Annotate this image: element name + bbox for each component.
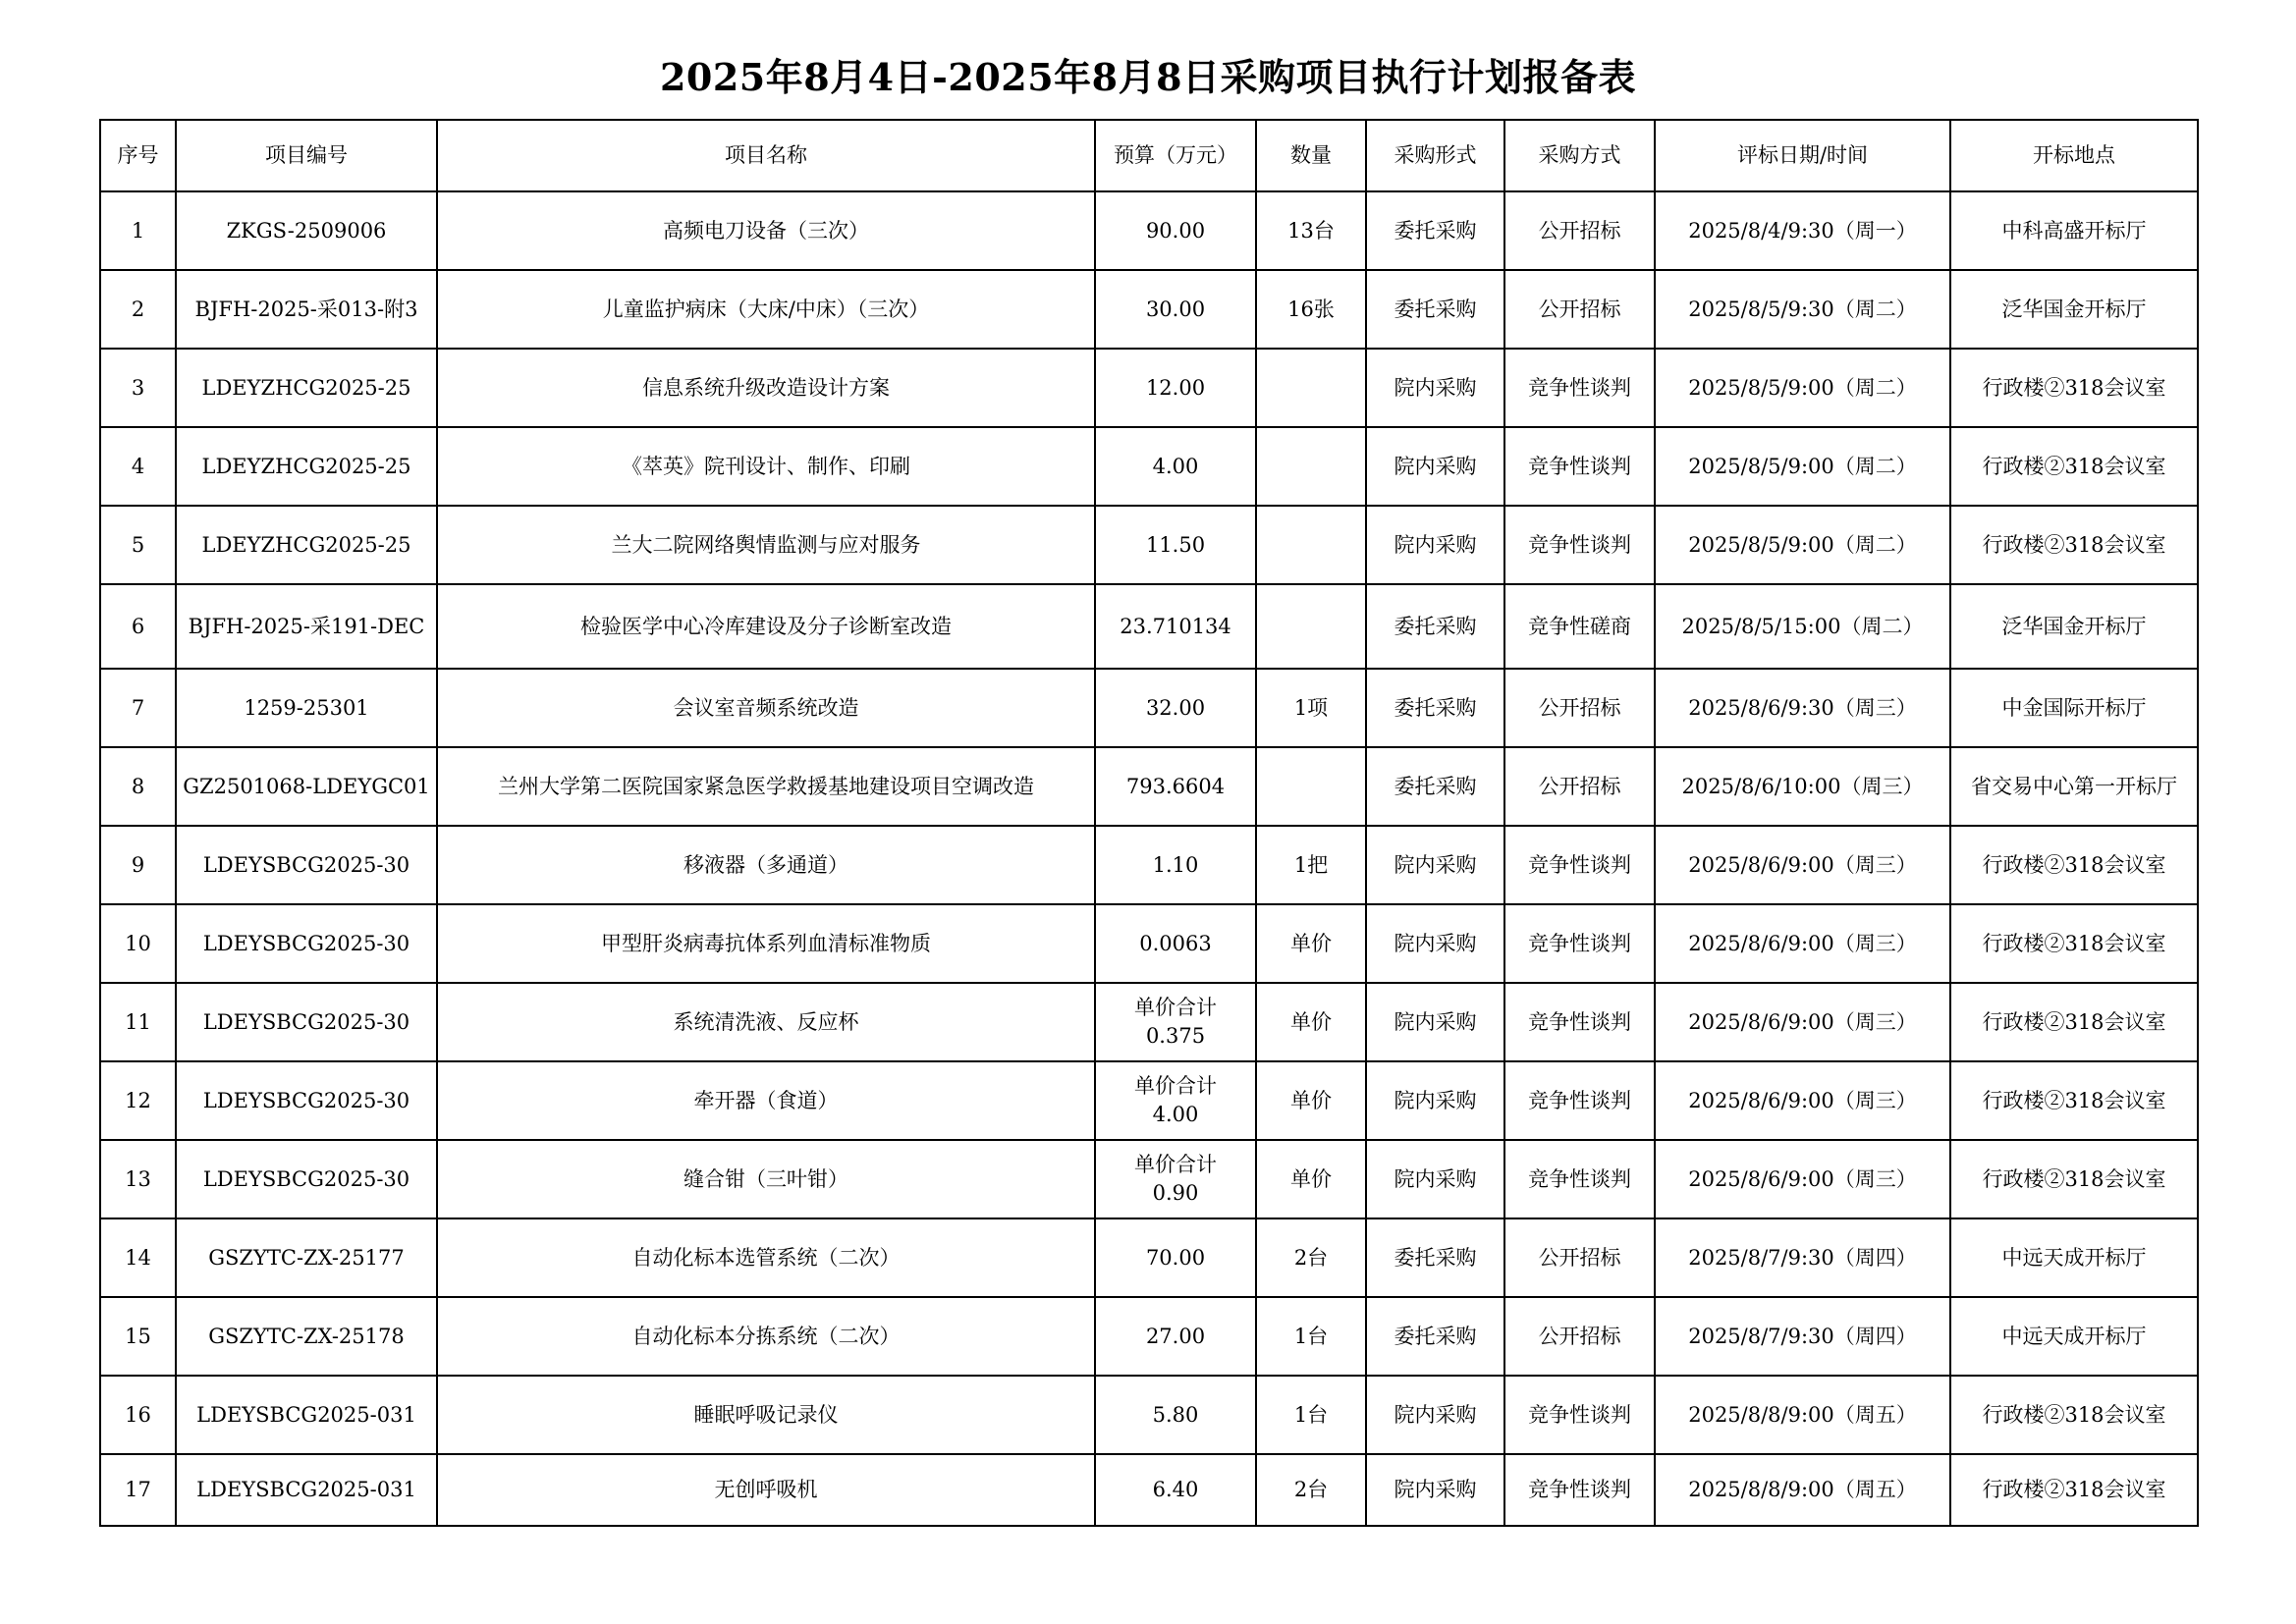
cell-qty [1256,349,1366,427]
table-row [100,191,2198,270]
cell-form: 委托采购 [1366,270,1504,349]
cell-form: 院内采购 [1366,349,1504,427]
table-row [100,1376,2198,1454]
cell-place: 行政楼②318会议室 [1950,1140,2198,1218]
cell-budget: 23.710134 [1095,584,1256,669]
cell-datetime: 2025/8/6/9:00（周三） [1655,1061,1950,1140]
cell-no: 1 [100,191,176,270]
cell-name: 缝合钳（三叶钳） [437,1140,1095,1218]
header-no: 序号 [100,120,176,191]
cell-form: 委托采购 [1366,1218,1504,1297]
cell-place: 行政楼②318会议室 [1950,904,2198,983]
cell-budget: 6.40 [1095,1454,1256,1526]
cell-form: 委托采购 [1366,584,1504,669]
procurement-table [99,119,2199,1527]
cell-name: 系统清洗液、反应杯 [437,983,1095,1061]
cell-qty [1256,584,1366,669]
cell-datetime: 2025/8/6/9:00（周三） [1655,904,1950,983]
table-row [100,349,2198,427]
cell-qty: 单价 [1256,904,1366,983]
cell-name: 会议室音频系统改造 [437,669,1095,747]
cell-budget: 90.00 [1095,191,1256,270]
cell-code: LDEYSBCG2025-30 [176,826,437,904]
cell-no: 10 [100,904,176,983]
cell-code: LDEYSBCG2025-30 [176,904,437,983]
cell-name: 甲型肝炎病毒抗体系列血清标准物质 [437,904,1095,983]
cell-no: 14 [100,1218,176,1297]
cell-name: 儿童监护病床（大床/中床）（三次） [437,270,1095,349]
cell-place: 泛华国金开标厅 [1950,270,2198,349]
cell-qty [1256,506,1366,584]
cell-form: 院内采购 [1366,506,1504,584]
cell-datetime: 2025/8/5/9:00（周二） [1655,427,1950,506]
cell-budget: 单价合计 0.375 [1095,983,1256,1061]
header-method: 采购方式 [1504,120,1655,191]
cell-qty: 单价 [1256,983,1366,1061]
cell-no: 6 [100,584,176,669]
cell-place: 行政楼②318会议室 [1950,1454,2198,1526]
cell-method: 竞争性谈判 [1504,349,1655,427]
table-row [100,584,2198,669]
cell-place: 行政楼②318会议室 [1950,427,2198,506]
cell-method: 竞争性谈判 [1504,1454,1655,1526]
header-form: 采购形式 [1366,120,1504,191]
cell-qty: 2台 [1256,1218,1366,1297]
cell-name: 自动化标本选管系统（二次） [437,1218,1095,1297]
table-row [100,747,2198,826]
cell-code: LDEYZHCG2025-25 [176,349,437,427]
cell-no: 16 [100,1376,176,1454]
cell-place: 行政楼②318会议室 [1950,506,2198,584]
cell-place: 中远天成开标厅 [1950,1218,2198,1297]
cell-datetime: 2025/8/5/9:30（周二） [1655,270,1950,349]
table-row [100,1297,2198,1376]
cell-form: 院内采购 [1366,826,1504,904]
cell-qty: 1台 [1256,1297,1366,1376]
cell-no: 4 [100,427,176,506]
cell-form: 委托采购 [1366,191,1504,270]
cell-budget: 32.00 [1095,669,1256,747]
cell-name: 信息系统升级改造设计方案 [437,349,1095,427]
table-header-row [100,120,2198,191]
cell-no: 7 [100,669,176,747]
cell-place: 行政楼②318会议室 [1950,1061,2198,1140]
cell-method: 竞争性谈判 [1504,826,1655,904]
cell-datetime: 2025/8/8/9:00（周五） [1655,1376,1950,1454]
cell-datetime: 2025/8/6/9:00（周三） [1655,1140,1950,1218]
cell-code: 1259-25301 [176,669,437,747]
cell-budget: 0.0063 [1095,904,1256,983]
cell-method: 公开招标 [1504,1218,1655,1297]
cell-qty: 单价 [1256,1140,1366,1218]
cell-form: 院内采购 [1366,983,1504,1061]
cell-name: 移液器（多通道） [437,826,1095,904]
cell-budget: 12.00 [1095,349,1256,427]
cell-code: LDEYSBCG2025-031 [176,1376,437,1454]
cell-datetime: 2025/8/5/9:00（周二） [1655,349,1950,427]
cell-name: 检验医学中心冷库建设及分子诊断室改造 [437,584,1095,669]
table-row [100,1218,2198,1297]
cell-budget: 793.6604 [1095,747,1256,826]
header-place: 开标地点 [1950,120,2198,191]
cell-code: GZ2501068-LDEYGC01 [176,747,437,826]
cell-name: 无创呼吸机 [437,1454,1095,1526]
cell-name: 《萃英》院刊设计、制作、印刷 [437,427,1095,506]
cell-budget: 单价合计 4.00 [1095,1061,1256,1140]
cell-method: 公开招标 [1504,747,1655,826]
cell-form: 院内采购 [1366,1376,1504,1454]
cell-method: 公开招标 [1504,669,1655,747]
cell-code: BJFH-2025-采191-DEC [176,584,437,669]
cell-place: 行政楼②318会议室 [1950,349,2198,427]
cell-qty [1256,747,1366,826]
cell-name: 自动化标本分拣系统（二次） [437,1297,1095,1376]
table-row [100,427,2198,506]
cell-qty: 1把 [1256,826,1366,904]
cell-code: GSZYTC-ZX-25177 [176,1218,437,1297]
cell-code: BJFH-2025-采013-附3 [176,270,437,349]
cell-no: 8 [100,747,176,826]
cell-budget: 1.10 [1095,826,1256,904]
cell-place: 行政楼②318会议室 [1950,826,2198,904]
header-name: 项目名称 [437,120,1095,191]
cell-place: 中科高盛开标厅 [1950,191,2198,270]
cell-form: 院内采购 [1366,1454,1504,1526]
header-code: 项目编号 [176,120,437,191]
cell-no: 12 [100,1061,176,1140]
table-row [100,904,2198,983]
cell-method: 竞争性谈判 [1504,506,1655,584]
cell-method: 竞争性谈判 [1504,1140,1655,1218]
cell-method: 竞争性谈判 [1504,427,1655,506]
cell-datetime: 2025/8/5/15:00（周二） [1655,584,1950,669]
cell-form: 院内采购 [1366,1140,1504,1218]
cell-budget: 70.00 [1095,1218,1256,1297]
cell-qty: 2台 [1256,1454,1366,1526]
cell-form: 委托采购 [1366,1297,1504,1376]
table-row [100,1140,2198,1218]
cell-budget: 27.00 [1095,1297,1256,1376]
cell-place: 行政楼②318会议室 [1950,1376,2198,1454]
cell-datetime: 2025/8/6/9:00（周三） [1655,826,1950,904]
cell-place: 省交易中心第一开标厅 [1950,747,2198,826]
cell-no: 2 [100,270,176,349]
cell-code: LDEYSBCG2025-30 [176,1061,437,1140]
cell-datetime: 2025/8/7/9:30（周四） [1655,1218,1950,1297]
cell-name: 兰大二院网络舆情监测与应对服务 [437,506,1095,584]
cell-qty: 1台 [1256,1376,1366,1454]
cell-no: 15 [100,1297,176,1376]
cell-place: 行政楼②318会议室 [1950,983,2198,1061]
table-row [100,1454,2198,1526]
cell-no: 13 [100,1140,176,1218]
cell-method: 竞争性谈判 [1504,904,1655,983]
table-body [100,191,2198,1526]
header-budget: 预算（万元） [1095,120,1256,191]
cell-qty: 单价 [1256,1061,1366,1140]
cell-datetime: 2025/8/7/9:30（周四） [1655,1297,1950,1376]
header-qty: 数量 [1256,120,1366,191]
cell-form: 委托采购 [1366,747,1504,826]
cell-budget: 11.50 [1095,506,1256,584]
cell-no: 5 [100,506,176,584]
table-row [100,826,2198,904]
cell-code: GSZYTC-ZX-25178 [176,1297,437,1376]
table-row [100,983,2198,1061]
cell-method: 竞争性谈判 [1504,1061,1655,1140]
cell-datetime: 2025/8/5/9:00（周二） [1655,506,1950,584]
cell-code: LDEYSBCG2025-031 [176,1454,437,1526]
cell-no: 9 [100,826,176,904]
cell-no: 17 [100,1454,176,1526]
table-row [100,270,2198,349]
cell-form: 院内采购 [1366,427,1504,506]
cell-code: LDEYZHCG2025-25 [176,506,437,584]
table-row [100,669,2198,747]
cell-datetime: 2025/8/4/9:30（周一） [1655,191,1950,270]
header-datetime: 评标日期/时间 [1655,120,1950,191]
cell-qty: 16张 [1256,270,1366,349]
cell-name: 兰州大学第二医院国家紧急医学救援基地建设项目空调改造 [437,747,1095,826]
cell-qty: 13台 [1256,191,1366,270]
table-row [100,1061,2198,1140]
cell-qty [1256,427,1366,506]
cell-method: 公开招标 [1504,270,1655,349]
cell-code: LDEYZHCG2025-25 [176,427,437,506]
cell-form: 院内采购 [1366,1061,1504,1140]
cell-method: 竞争性谈判 [1504,1376,1655,1454]
cell-place: 泛华国金开标厅 [1950,584,2198,669]
cell-datetime: 2025/8/8/9:00（周五） [1655,1454,1950,1526]
cell-form: 院内采购 [1366,904,1504,983]
cell-method: 公开招标 [1504,191,1655,270]
table-row [100,506,2198,584]
cell-form: 委托采购 [1366,669,1504,747]
cell-datetime: 2025/8/6/9:00（周三） [1655,983,1950,1061]
cell-datetime: 2025/8/6/9:30（周三） [1655,669,1950,747]
cell-datetime: 2025/8/6/10:00（周三） [1655,747,1950,826]
page-title: 2025年8月4日-2025年8月8日采购项目执行计划报备表 [659,55,1637,99]
cell-code: LDEYSBCG2025-30 [176,1140,437,1218]
cell-name: 牵开器（食道） [437,1061,1095,1140]
cell-budget: 5.80 [1095,1376,1256,1454]
cell-no: 3 [100,349,176,427]
cell-place: 中远天成开标厅 [1950,1297,2198,1376]
cell-budget: 4.00 [1095,427,1256,506]
cell-budget: 单价合计 0.90 [1095,1140,1256,1218]
cell-code: ZKGS-2509006 [176,191,437,270]
cell-method: 竞争性谈判 [1504,983,1655,1061]
cell-name: 睡眠呼吸记录仪 [437,1376,1095,1454]
cell-budget: 30.00 [1095,270,1256,349]
cell-no: 11 [100,983,176,1061]
cell-code: LDEYSBCG2025-30 [176,983,437,1061]
cell-qty: 1项 [1256,669,1366,747]
cell-method: 竞争性磋商 [1504,584,1655,669]
cell-name: 高频电刀设备（三次） [437,191,1095,270]
cell-method: 公开招标 [1504,1297,1655,1376]
cell-place: 中金国际开标厅 [1950,669,2198,747]
